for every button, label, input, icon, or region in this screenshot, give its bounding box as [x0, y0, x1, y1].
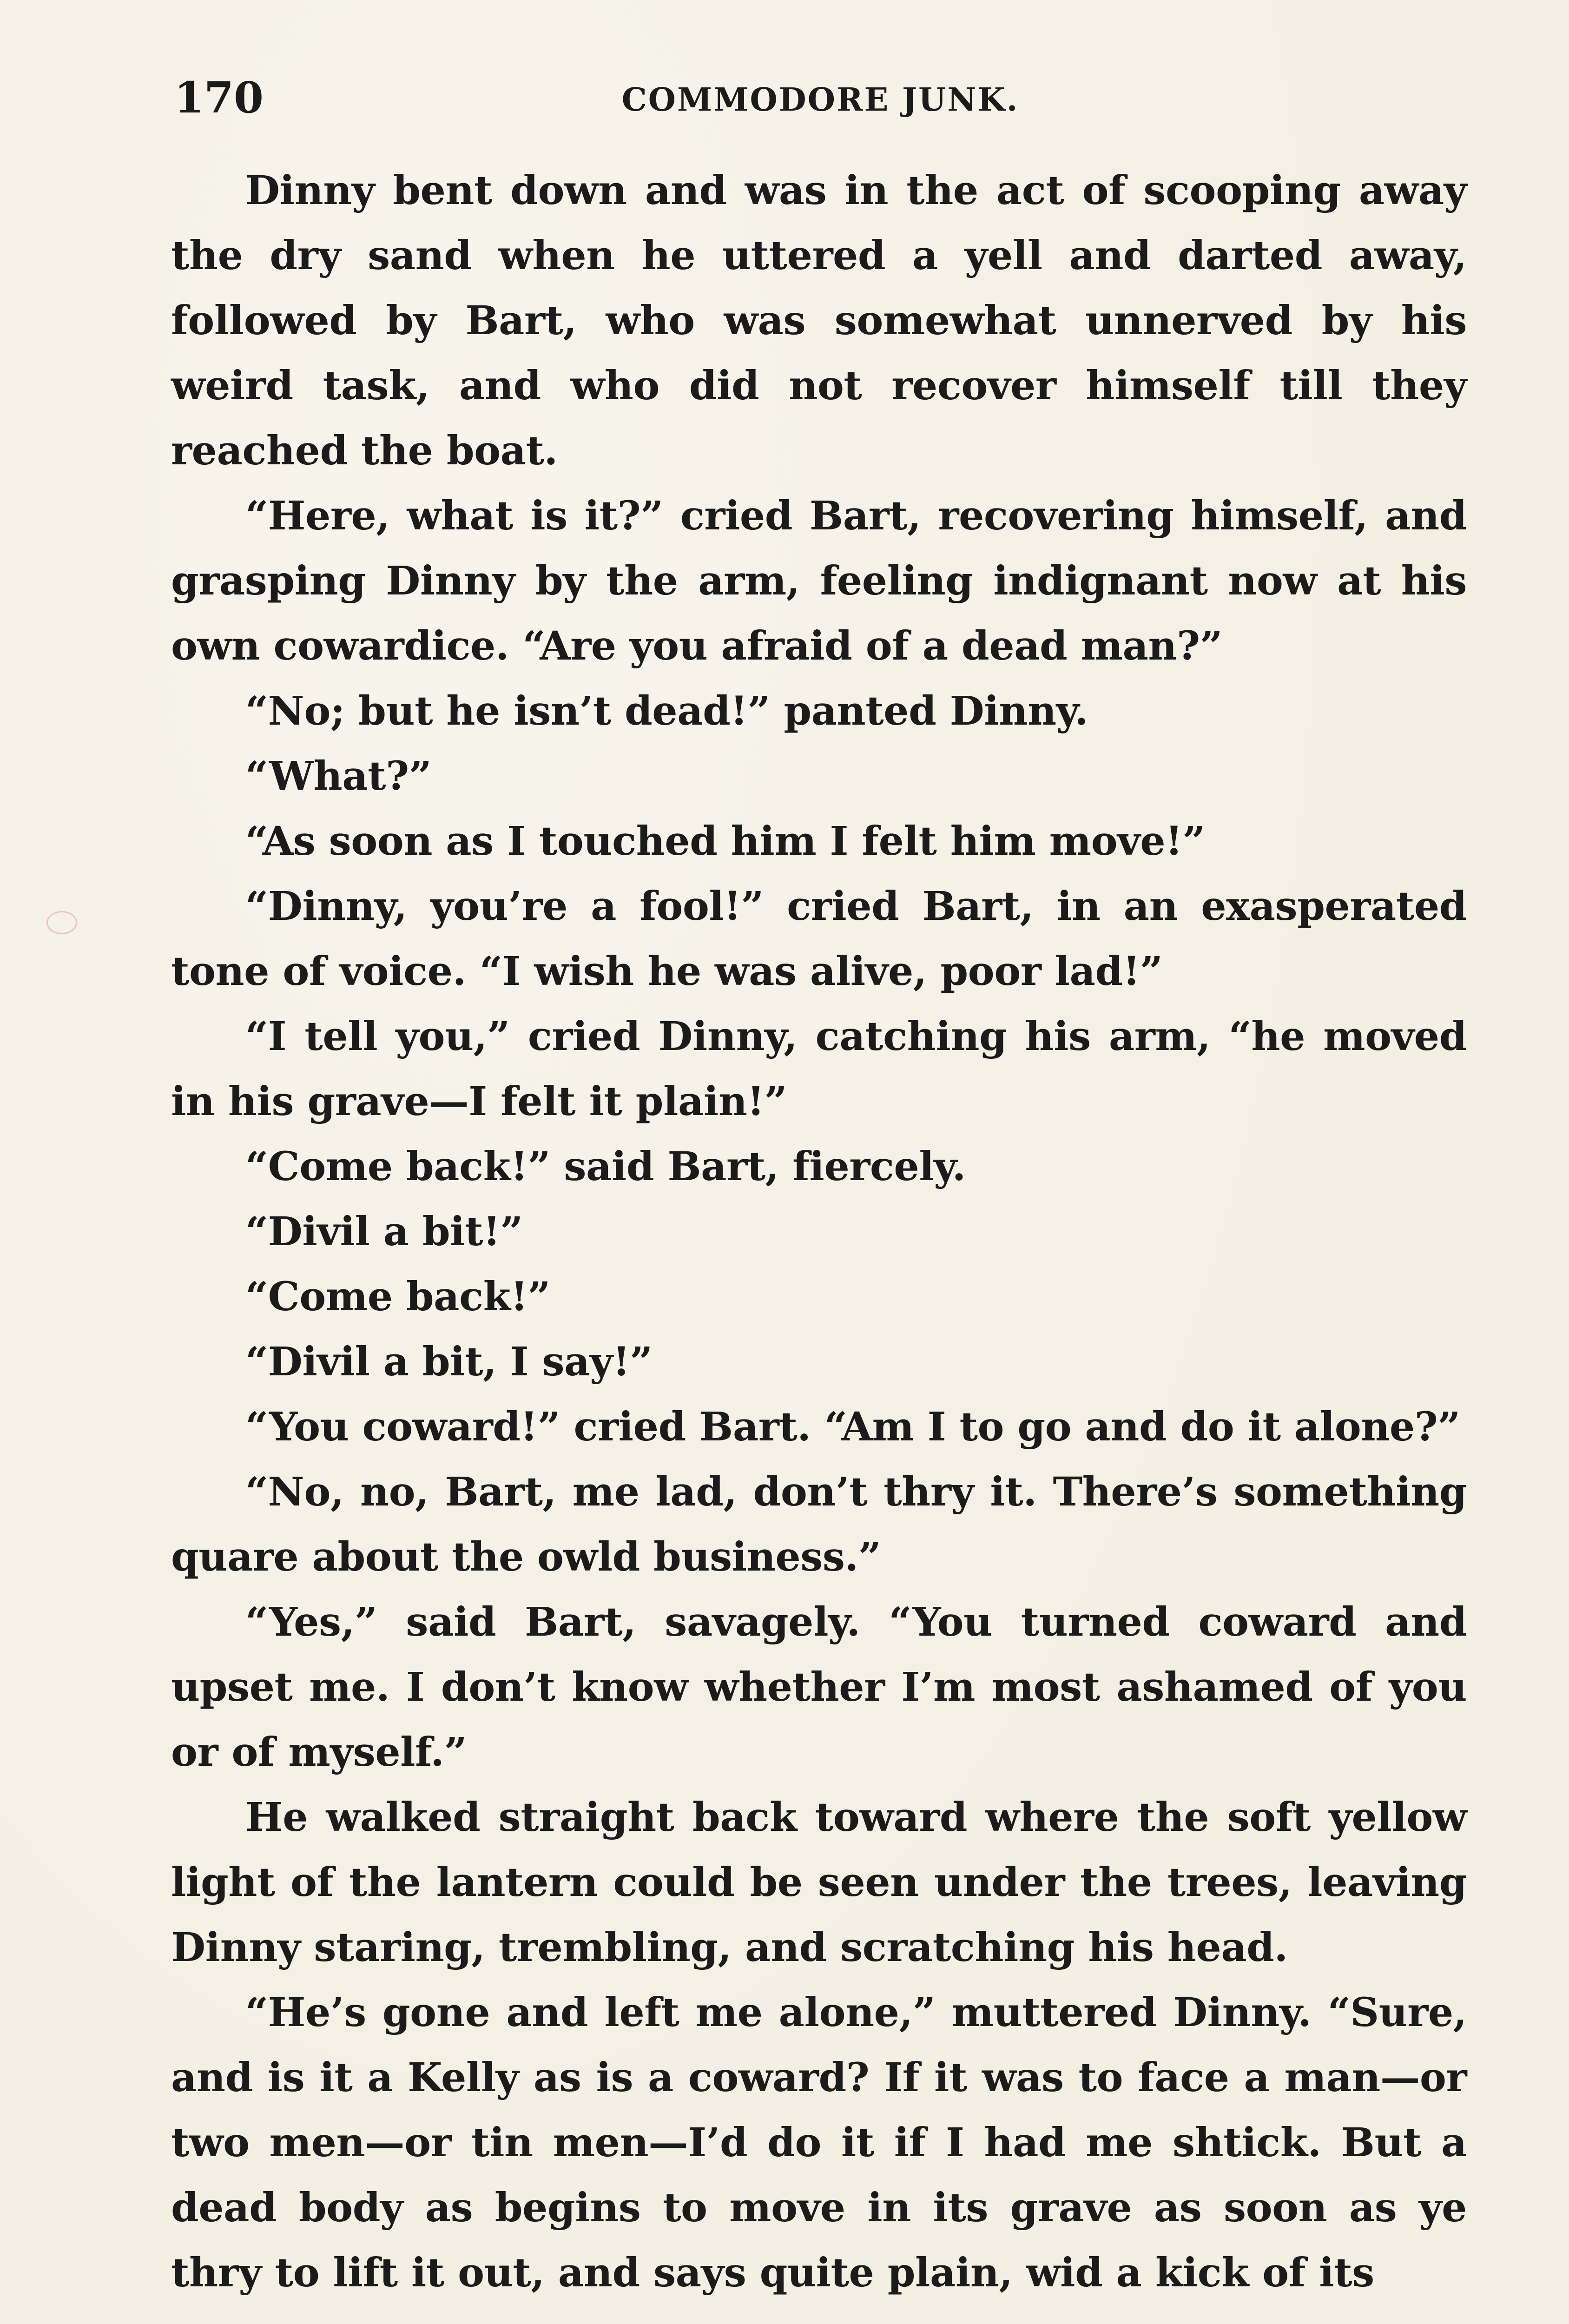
- paragraph: “Yes,” said Bart, savagely. “You turned coward and upset me. I don’t know whether I’m most ashamed of you or of myself.”: [171, 1599, 1467, 1776]
- paragraph: “Divil a bit, I say!”: [245, 1339, 653, 1385]
- paragraph: “What?”: [245, 753, 432, 799]
- paragraph: “No; but he isn’t dead!” panted Dinny.: [245, 688, 1088, 734]
- paragraph: “I tell you,” cried Dinny, catching his arm, “he moved in his grave—I felt it plain!”: [171, 1013, 1467, 1125]
- running-head: COMMODORE JUNK.: [621, 81, 1019, 119]
- body-text: [171, 158, 1467, 2305]
- paragraph: “As soon as I touched him I felt him move!”: [245, 818, 1205, 865]
- paragraph: “No, no, Bart, me lad, don’t thry it. There’s something quare about the owld business.”: [171, 1469, 1467, 1580]
- paragraph: “Divil a bit!”: [245, 1208, 523, 1255]
- paper-stain: [46, 911, 77, 934]
- paragraph: Dinny bent down and was in the act of scooping away the dry sand when he uttered a yell and darted away, followed by Bart, who was somewhat unnerved by his weird task, and who did not recover himself till they reached the boat.: [171, 167, 1467, 474]
- paragraph: He walked straight back toward where the soft yellow light of the lantern could be seen under the trees, leaving Dinny staring, trembling, and scratching his head.: [171, 1794, 1467, 1971]
- paragraph: “You coward!” cried Bart. “Am I to go and do it alone?”: [245, 1404, 1461, 1450]
- paragraph: “Dinny, you’re a fool!” cried Bart, in an exasperated tone of voice. “I wish he was alive, poor lad!”: [171, 883, 1467, 995]
- page-number: 170: [174, 73, 264, 123]
- page-header: [174, 70, 1466, 125]
- paragraph: “He’s gone and left me alone,” muttered Dinny. “Sure, and is it a Kelly as is a coward? If it was to face a man—or two men—or tin men—I’d do it if I had me shtick. But a dead body as begins to move in its grave as soon as ye thry to lift it out, and says quite plain, wid a kick of its: [171, 1989, 1467, 2296]
- paragraph: “Come back!” said Bart, fiercely.: [245, 1143, 966, 1190]
- paragraph: “Come back!”: [245, 1274, 551, 1320]
- paragraph: “Here, what is it?” cried Bart, recovering himself, and grasping Dinny by the arm, feeling indignant now at his own cowardice. “Are you afraid of a dead man?”: [171, 493, 1467, 669]
